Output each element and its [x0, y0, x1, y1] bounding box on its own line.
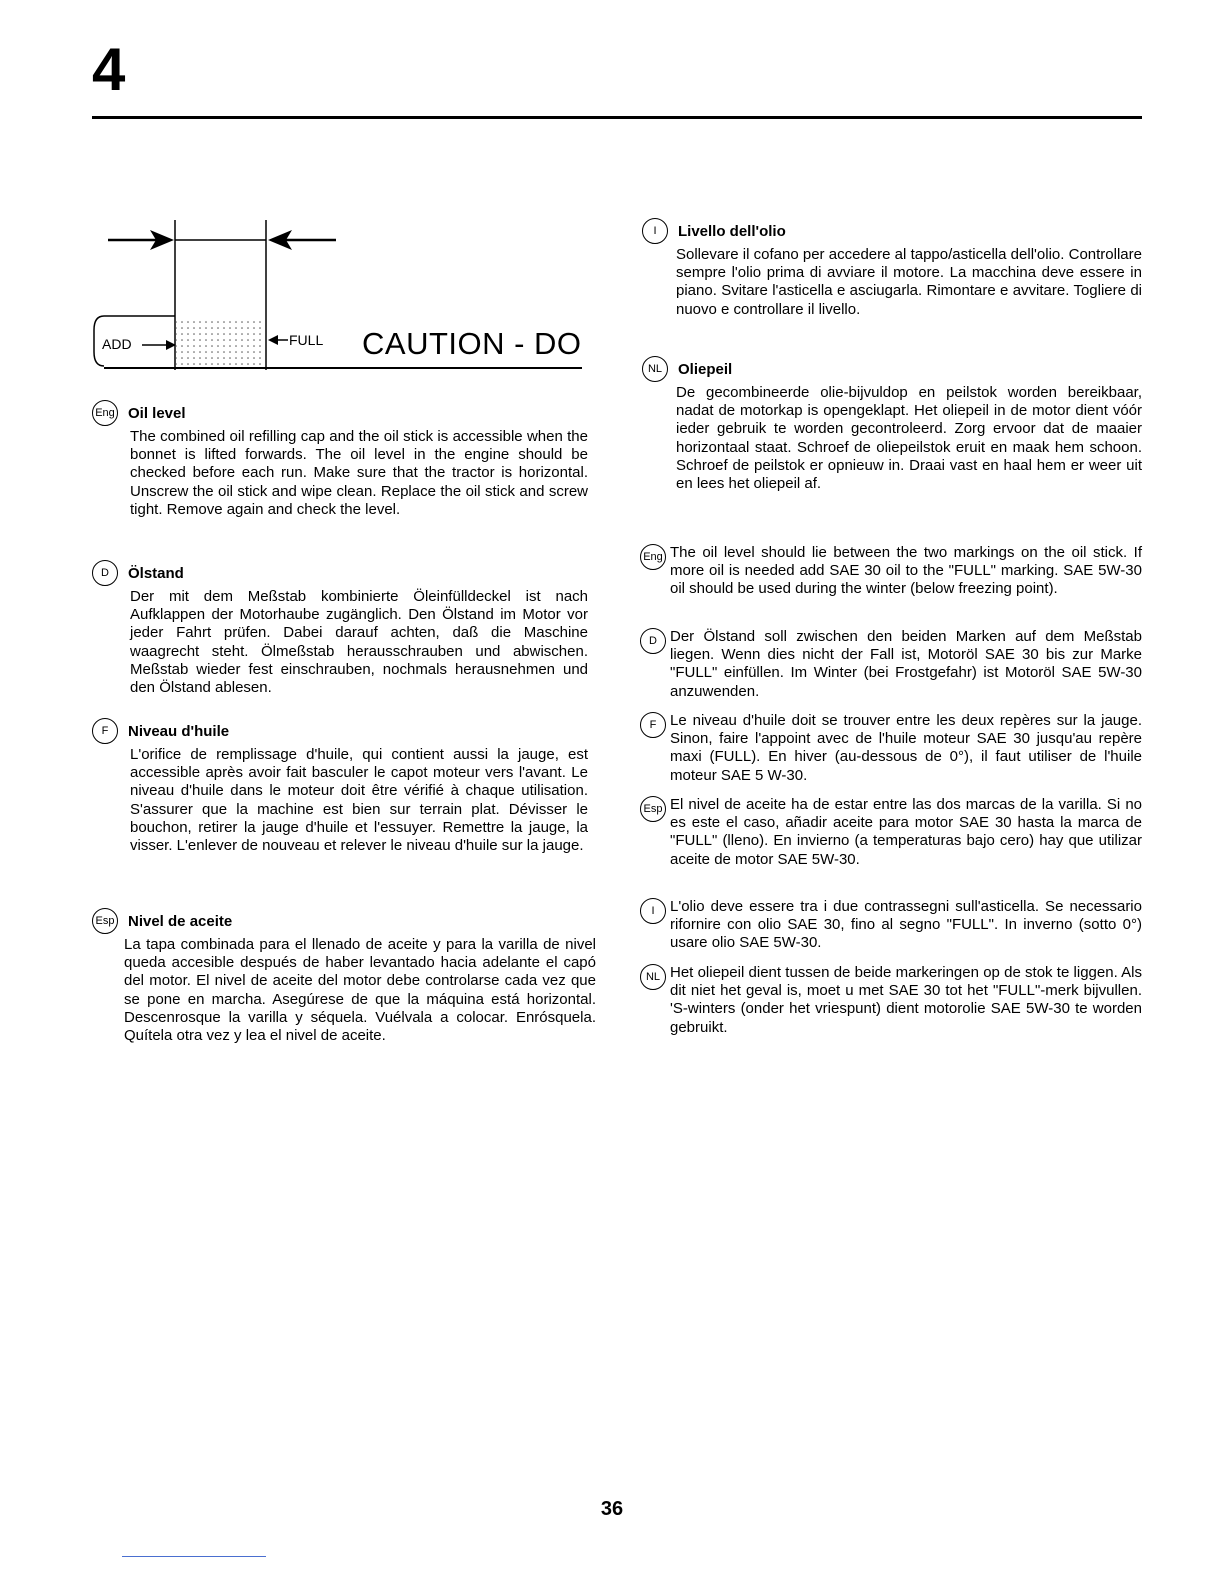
section-oil-level-fr — [92, 718, 588, 855]
section-text: The combined oil refilling cap and the oil stick is accessible when the bonnet is lifted forwards. The oil level in the engine should be checked before each run. Make sure that the tractor is horizontal. Unscrew the oil stick and wipe clean. Replace the oil stick and screw tight. Remove again and check the level. — [130, 428, 588, 518]
note-eng — [640, 544, 1142, 599]
note-es — [640, 796, 1142, 869]
caution-text: CAUTION - DO — [362, 326, 582, 361]
note-fr — [640, 712, 1142, 785]
note-text: Het oliepeil dient tussen de beide markeringen op de stok te liggen. Als dit niet het geval is, moet u met SAE 30 tot het "FULL"-merk bijvullen. 'S-winters (onder het vriespunt) dient motorolie SAE 5W-30 te worden gebruikt. — [670, 964, 1142, 1036]
note-text: The oil level should lie between the two markings on the oil stick. If more oil is needed add SAE 30 oil to the "FULL" marking. SAE 5W-30 oil should be used during the winter (below freezing point). — [670, 544, 1142, 598]
section-oil-level-nl — [642, 356, 1142, 493]
language-badge-icon: I — [640, 898, 666, 924]
oil-stick-diagram — [90, 212, 590, 382]
section-title: Oil level — [128, 404, 186, 422]
language-badge-icon: Esp — [92, 908, 118, 934]
section-text: De gecombineerde olie-bijvuldop en peilstok worden bereikbaar, nadat de motorkap is opengeklapt. Het oliepeil in de motor dient vóór ieder gebruik te worden gecontroleerd. Zorg ervoor dat de maaier horizontaal staat. Schroef de oliepeilstok eruit en maak hem schoon. Schroef de peilstok er opnieuw in. Draai vast en haal hem er weer uit en lees het oliepeil af. — [676, 384, 1142, 493]
language-badge-icon: Eng — [92, 400, 118, 426]
section-title: Oliepeil — [678, 360, 733, 378]
note-nl — [640, 964, 1142, 1037]
language-badge-icon: D — [92, 560, 118, 586]
section-text: Sollevare il cofano per accedere al tappo/asticella dell'olio. Controllare sempre l'olio prima di avviare il motore. La macchina deve essere in piano. Svitare l'asticella e asciugarla. Rimontare e avvitare. Togliere di nuovo e controllare il livello. — [676, 246, 1142, 318]
section-oil-level-it — [642, 218, 1142, 319]
language-badge-icon: Esp — [640, 796, 666, 822]
note-text: Le niveau d'huile doit se trouver entre les deux repères sur la jauge. Sinon, faire l'appoint avec de l'huile moteur SAE 30 jusqu'au repère maxi (FULL). En hiver (au-dessous de 0°), il faut utiliser de l'huile moteur SAE 5 W-30. — [670, 712, 1142, 784]
note-it — [640, 898, 1142, 953]
section-title: Niveau d'huile — [128, 722, 230, 740]
section-title: Nivel de aceite — [128, 912, 233, 930]
section-title: Ölstand — [128, 564, 184, 582]
section-text: L'orifice de remplissage d'huile, qui contient aussi la jauge, est accessible après avoir fait basculer le capot moteur vers l'avant. Le niveau d'huile dans le moteur doit être vérifié à chaque utilisation. S'assurer que la machine est bien sur terrain plat. Dévisser le bouchon, retirer la jauge d'huile et l'essuyer. Remettre la jauge, la visser. L'enlever de nouveau et relever le niveau d'huile sur la jauge. — [130, 746, 588, 855]
section-oil-level-de — [92, 560, 588, 697]
section-text: La tapa combinada para el llenado de aceite y para la varilla de nivel queda accesible después de haber levantado hacia adelante el capó del motor. El nivel de aceite del motor debe controlarse cada vez que se pone en marcha. Asegúrese de que la máquina está horizontal. Descenrosque la varilla y séquela. Vuélvala a colocar. Enrósquela. Quítela otra vez y lea el nivel de aceite. — [124, 936, 596, 1045]
language-badge-icon: NL — [640, 964, 666, 990]
note-de — [640, 628, 1142, 701]
chapter-number: 4 — [92, 36, 126, 103]
full-label: FULL — [289, 332, 324, 348]
section-text: Der mit dem Meßstab kombinierte Öleinfülldeckel ist nach Aufklappen der Motorhaube zugänglich. Den Ölstand im Motor vor jeder Fahrt prüfen. Dabei darauf achten, daß die Maschine waagrecht steht. Ölmeßstab herausschrauben und abwischen. Meßstab wieder fest einschrauben, nochmals herausnehmen und den Ölstand ablesen. — [130, 588, 588, 697]
header-rule — [92, 116, 1142, 119]
language-badge-icon: F — [640, 712, 666, 738]
section-title: Livello dell'olio — [678, 222, 786, 240]
language-badge-icon: F — [92, 718, 118, 744]
note-text: Der Ölstand soll zwischen den beiden Marken auf dem Meßstab liegen. Wenn dies nicht der Fall ist, Motoröl SAE 30 bis zur Marke "FULL" einfüllen. Im Winter (bei Frostgefahr) ist Motoröl SAE 5W-30 anzuwenden. — [670, 628, 1142, 700]
language-badge-icon: D — [640, 628, 666, 654]
section-oil-level-eng — [92, 400, 588, 519]
note-text: El nivel de aceite ha de estar entre las dos marcas de la varilla. Si no es este el caso, añadir aceite para motor SAE 30 hasta la marca de "FULL" (lleno). En invierno (a temperaturas bajo cero) hay que utilizar aceite de motor SAE 5W-30. — [670, 796, 1142, 868]
add-label: ADD — [102, 336, 132, 352]
footer-line — [122, 1556, 266, 1557]
language-badge-icon: I — [642, 218, 668, 244]
note-text: L'olio deve essere tra i due contrassegni sull'asticella. Se necessario rifornire con olio SAE 30, fino al segno "FULL". In inverno (sotto 0°) usare olio SAE 5W-30. — [670, 898, 1142, 952]
language-badge-icon: Eng — [640, 544, 666, 570]
language-badge-icon: NL — [642, 356, 668, 382]
section-oil-level-es — [92, 908, 596, 1045]
page-number: 36 — [600, 1498, 624, 1520]
